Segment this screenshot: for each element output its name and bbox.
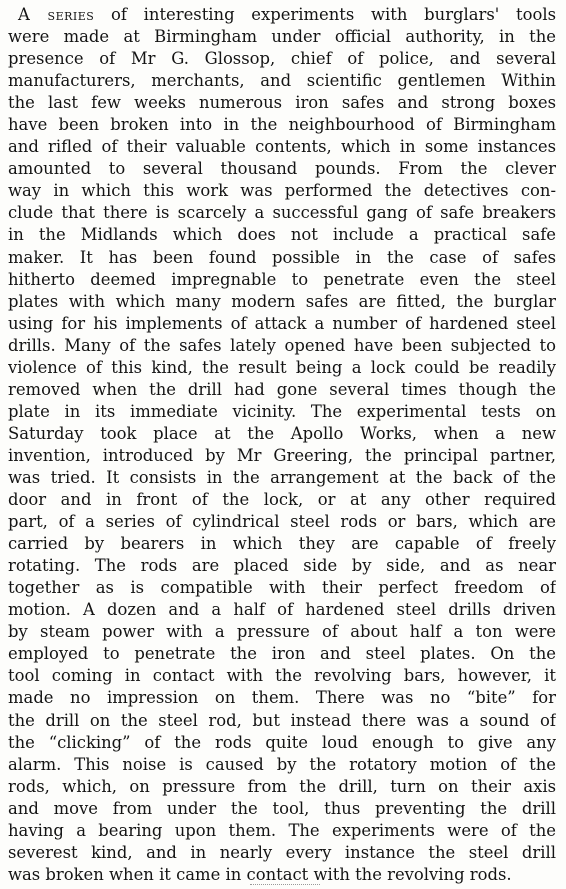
article-line: part, of a series of cylindrical steel rods or bars, which are (8, 512, 556, 532)
bottom-dotted-rule (250, 884, 320, 885)
article-line: maker. It has been found possible in the case of safes (8, 247, 556, 267)
article-body (8, 4, 556, 886)
article-line: removed when the drill had gone several times though the (8, 379, 556, 399)
article-line: having a bearing upon them. The experiments were of the (8, 820, 556, 840)
article-line: together as is compatible with their perfect freedom of (8, 578, 556, 598)
article-line: by steam power with a pressure of about half a ton were (8, 622, 556, 642)
article-line: tool coming in contact with the revolving bars, however, it (8, 666, 556, 686)
article-line: have been broken into in the neighbourhood of Birmingham (8, 115, 556, 135)
article-line: was broken when it came in contact with the revolving rods. (8, 864, 512, 884)
article-line: clude that there is scarcely a successful gang of safe breakers (8, 203, 556, 223)
article-line: employed to penetrate the iron and steel plates. On the (8, 644, 556, 664)
article-line: presence of Mr G. Glossop, chief of police, and several (8, 49, 556, 69)
article-line: the last few weeks numerous iron safes and strong boxes (8, 93, 556, 113)
article-line: the drill on the steel rod, but instead there was a sound of (8, 710, 556, 730)
article-line: and move from under the tool, thus preventing the drill (8, 798, 556, 818)
article-line: hitherto deemed impregnable to penetrate even the steel (8, 269, 556, 289)
article-line: in the Midlands which does not include a practical safe (8, 225, 556, 245)
article-line (8, 4, 556, 26)
article-line: rods, which, on pressure from the drill, turn on their axis (8, 776, 556, 796)
article-line: made no impression on them. There was no “bite” for (8, 688, 556, 708)
article-line: severest kind, and in nearly every instance the steel drill (8, 842, 556, 862)
line-text: of interesting experiments with burglars' tools (94, 5, 556, 24)
article-line: and rifled of their valuable contents, which in some instances (8, 137, 556, 157)
article-line: manufacturers, merchants, and scientific gentlemen Within (8, 71, 556, 91)
article-line: amounted to several thousand pounds. From the clever (8, 159, 556, 179)
article-line: plate in its immediate vicinity. The experimental tests on (8, 401, 556, 421)
article-line: the “clicking” of the rods quite loud enough to give any (8, 732, 556, 752)
article-line: door and in front of the lock, or at any other required (8, 490, 556, 510)
article-line: alarm. This noise is caused by the rotatory motion of the (8, 754, 556, 774)
article-line: were made at Birmingham under official authority, in the (8, 27, 556, 47)
article-line: was tried. It consists in the arrangement at the back of the (8, 467, 556, 487)
article-line: drills. Many of the safes lately opened have been subjected to (8, 335, 556, 355)
lead-words: A series (18, 5, 95, 24)
article-line: violence of this kind, the result being a lock could be readily (8, 357, 556, 377)
article-line: motion. A dozen and a half of hardened steel drills driven (8, 600, 556, 620)
article-line: rotating. The rods are placed side by side, and as near (8, 556, 556, 576)
article-line: Saturday took place at the Apollo Works, when a new (8, 423, 556, 443)
article-line: invention, introduced by Mr Greering, the principal partner, (8, 445, 556, 465)
article-line: way in which this work was performed the detectives con- (8, 181, 556, 201)
article-line: plates with which many modern safes are fitted, the burglar (8, 291, 556, 311)
article-line: using for his implements of attack a number of hardened steel (8, 313, 556, 333)
article-line: carried by bearers in which they are capable of freely (8, 534, 556, 554)
